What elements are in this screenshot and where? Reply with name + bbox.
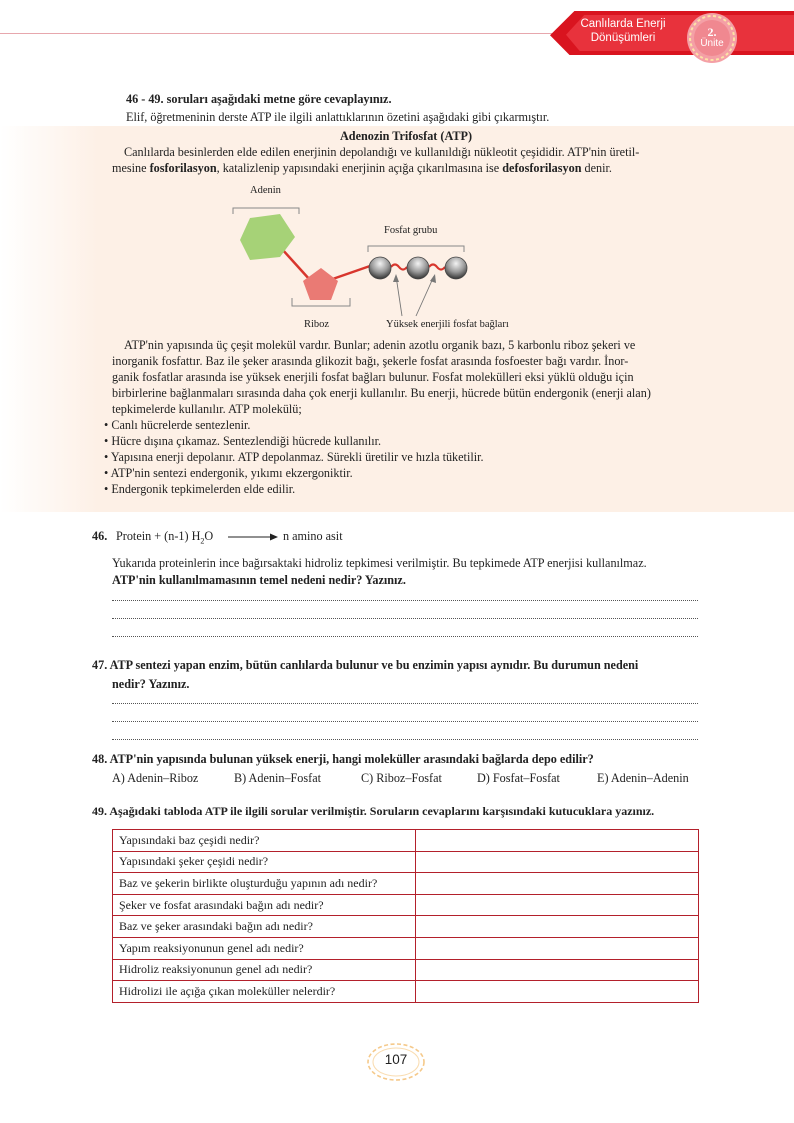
summary-box-fade (0, 126, 98, 512)
q46-number: 46. (92, 529, 108, 543)
table-answer-cell[interactable] (416, 873, 699, 895)
unit-number: 2. (707, 25, 717, 39)
q47-question-line2: nedir? Yazınız. (112, 677, 190, 691)
table-answer-cell[interactable] (416, 830, 699, 852)
q49-question: 49. Aşağıdaki tabloda ATP ile ilgili sorular verilmiştir. Soruların cevaplarını karşısındaki kutucuklara yazınız. (92, 804, 655, 818)
table-answer-cell[interactable] (416, 981, 699, 1003)
q48-option-e[interactable]: E) Adenin–Adenin (597, 771, 689, 785)
label-ribose: Riboz (304, 319, 330, 330)
header-rule (0, 33, 560, 34)
table-row (113, 981, 699, 1003)
summary-p2-line5: tepkimelerde kullanılır. ATP molekülü; (112, 402, 302, 416)
table-row (113, 894, 699, 916)
phosphate-bracket (368, 246, 464, 252)
table-question-cell: Hidrolizi ile açığa çıkan moleküller nelerdir? (113, 981, 416, 1003)
q46-equation-right: n amino asit (283, 529, 343, 543)
summary-p2-line3: ganik fosfatlar arasında ise yüksek enerjili fosfat bağları bulunur. Fosfat molekülleri eksi yüklü olduğu için (112, 370, 634, 384)
adenine-bracket (233, 208, 299, 214)
q46-equation-left: Protein + (n-1) $H_2O$ (116, 529, 214, 546)
q46-answer-line-3[interactable] (112, 631, 698, 637)
q48-question: 48. ATP'nin yapısında bulunan yüksek enerji, hangi moleküller arasındaki bağlarda depo edilir? (92, 752, 594, 766)
table-question-cell: Yapısındaki şeker çeşidi nedir? (113, 851, 416, 873)
summary-p1-line2 (112, 161, 700, 177)
table-answer-cell[interactable] (416, 937, 699, 959)
bullet-item: • ATP'nin sentezi endergonik, yıkımı ekzergoniktir. (104, 466, 353, 480)
reaction-arrow-icon (228, 531, 278, 543)
q49-answer-table (112, 829, 699, 1003)
high-energy-bond-1 (391, 265, 407, 270)
table-question-cell: Yapım reaksiyonunun genel adı nedir? (113, 937, 416, 959)
summary-p2-line4: birbirlerine bağlanmaları sırasında daha çok enerji kullanılır. Bu enerji, hücrede bütün endergonik (enerji alan) (112, 386, 651, 400)
instruction-text: 46 - 49. soruları aşağıdaki metne göre cevaplayınız. (126, 92, 392, 106)
table-answer-cell[interactable] (416, 851, 699, 873)
table-row (113, 830, 699, 852)
summary-title: Adenozin Trifosfat (ATP) (339, 129, 473, 143)
table-row (113, 916, 699, 938)
arrow-head-1 (393, 274, 399, 282)
bullet-item: • Hücre dışına çıkamaz. Sentezlendiği hücrede kullanılır. (104, 434, 382, 448)
bullet-item: • Yapısına enerji depolanır. ATP depolanmaz. Sürekli üretilir ve hızla tüketilir. (104, 450, 484, 464)
chapter-title-line2: Dönüşümleri (590, 32, 656, 44)
q47-answer-line-3[interactable] (112, 734, 698, 740)
atp-structure-diagram (220, 180, 530, 340)
chapter-title-line1: Canlılarda Enerji (580, 18, 666, 30)
table-answer-cell[interactable] (416, 916, 699, 938)
table-answer-cell[interactable] (416, 894, 699, 916)
q46-answer-line-1[interactable] (112, 595, 698, 601)
p1-text-c: denir. (581, 161, 612, 175)
table-answer-cell[interactable] (416, 959, 699, 981)
q48-option-c[interactable]: C) Riboz–Fosfat (361, 771, 442, 785)
q48-option-a[interactable]: A) Adenin–Riboz (112, 771, 199, 785)
high-energy-bond-2 (429, 265, 445, 270)
label-high-energy-bonds: Yüksek enerjili fosfat bağları (386, 319, 509, 330)
table-row (113, 937, 699, 959)
q47-answer-line-2[interactable] (112, 716, 698, 722)
table-question-cell: Hidroliz reaksiyonunun genel adı nedir? (113, 959, 416, 981)
table-question-cell: Baz ve şekerin birlikte oluşturduğu yapının adı nedir? (113, 873, 416, 895)
table-row (113, 959, 699, 981)
label-phosphate-group: Fosfat grubu (384, 225, 438, 236)
table-question-cell: Şeker ve fosfat arasındaki bağın adı nedir? (113, 894, 416, 916)
unit-label: Ünite (700, 38, 724, 49)
summary-p1-line1: Canlılarda besinlerden elde edilen enerjinin depolandığı ve kullanıldığı nükleotit çeşididir. ATP'nin üretil- (124, 145, 640, 159)
summary-p2-line2: inorganik fosfattır. Baz ile şeker arasında glikozit bağı, şekerle fosfat arasında fosfoester bağı vardır. İnor- (112, 354, 629, 368)
term-defosforilasyon: defosforilasyon (502, 161, 582, 175)
q46-text: Yukarıda proteinlerin ince bağırsaktaki hidroliz tepkimesi verilmiştir. Bu tepkimede ATP enerjisi kullanılmaz. (112, 556, 647, 570)
context-text: Elif, öğretmeninin derste ATP ile ilgili anlattıklarının özetini aşağıdaki gibi çıkarmıştır. (126, 110, 550, 124)
q47-question-line1: 47. ATP sentezi yapan enzim, bütün canlılarda bulunur ve bu enzimin yapısı aynıdır. Bu durumun nedeni (92, 658, 639, 672)
page-number: 107 (384, 1052, 408, 1067)
arrow-head-2 (430, 274, 436, 283)
phosphate-2 (407, 257, 429, 279)
summary-p2-line1: ATP'nin yapısında üç çeşit molekül vardır. Bunlar; adenin azotlu organik bazı, 5 karbonlu riboz şekeri ve (124, 338, 636, 352)
q46-question: ATP'nin kullanılmamasının temel nedeni nedir? Yazınız. (112, 573, 406, 587)
arrow-line-2 (416, 276, 434, 316)
p1-text-b: , katalizlenip yapısındaki enerjinin açığa çıkarılmasına ise (216, 161, 503, 175)
table-question-cell: Yapısındaki baz çeşidi nedir? (113, 830, 416, 852)
label-adenine: Adenin (250, 185, 281, 196)
phosphate-3 (445, 257, 467, 279)
term-fosforilasyon: fosforilasyon (149, 161, 217, 175)
table-question-cell: Baz ve şeker arasındaki bağın adı nedir? (113, 916, 416, 938)
chapter-title (558, 17, 688, 45)
bullet-item: • Canlı hücrelerde sentezlenir. (104, 418, 251, 432)
q48-option-b[interactable]: B) Adenin–Fosfat (234, 771, 322, 785)
table-row (113, 873, 699, 895)
q48-option-d[interactable]: D) Fosfat–Fosfat (477, 771, 560, 785)
phosphate-1 (369, 257, 391, 279)
p1-text-a: mesine (112, 161, 150, 175)
q46-answer-line-2[interactable] (112, 613, 698, 619)
ribose-pentagon (303, 268, 338, 300)
bullet-item: • Endergonik tepkimelerden elde edilir. (104, 482, 296, 496)
table-row (113, 851, 699, 873)
q47-answer-line-1[interactable] (112, 698, 698, 704)
